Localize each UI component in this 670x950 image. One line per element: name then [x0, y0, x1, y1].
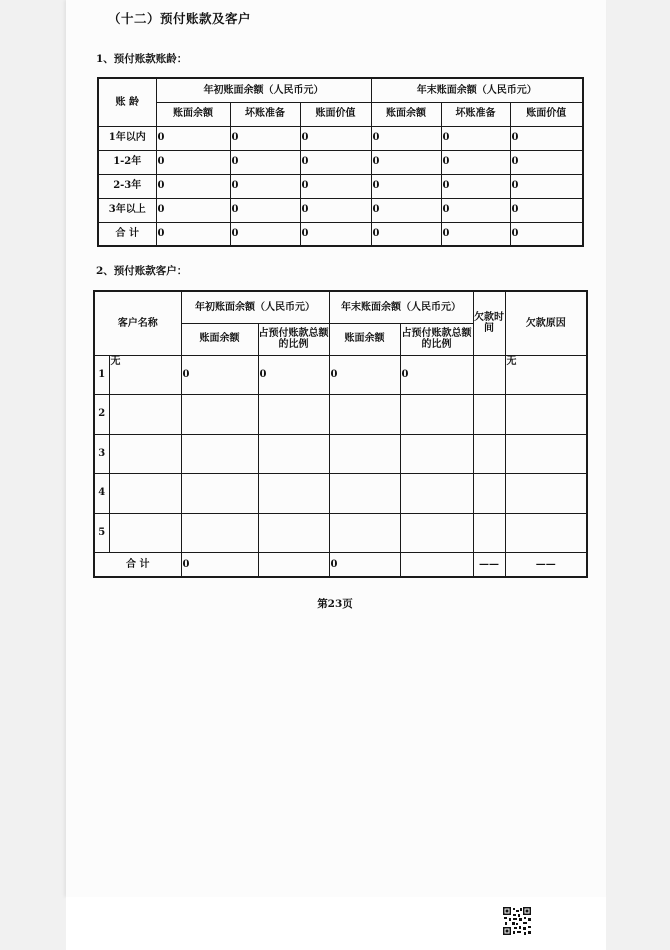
cell-value: 0: [230, 198, 300, 222]
cell-value: 0: [510, 126, 583, 150]
cell-value: 0: [441, 126, 510, 150]
cell-value: 0: [181, 355, 258, 394]
cell-value: 0: [300, 174, 371, 198]
table-row: [94, 434, 587, 473]
table-row: [94, 394, 587, 434]
customer-name: [109, 473, 181, 513]
cell-value: [400, 434, 473, 473]
table-row: [94, 355, 587, 394]
cell-value: 0: [230, 150, 300, 174]
cell-value: 0: [371, 126, 441, 150]
cell-value: [329, 473, 400, 513]
cell-value: 0: [300, 222, 371, 246]
cell-value: 0: [510, 222, 583, 246]
cell-value: [258, 394, 329, 434]
cell-value: [181, 394, 258, 434]
cell-value: [473, 394, 505, 434]
cell-value: 0: [300, 150, 371, 174]
cell-value: 0: [510, 150, 583, 174]
cell-value: [258, 513, 329, 552]
row-index: 3: [94, 434, 109, 473]
cell-value: 0: [156, 198, 230, 222]
customer-name: [109, 394, 181, 434]
cell-value: 0: [156, 174, 230, 198]
cell-value: [505, 473, 587, 513]
col-header: 账面余额: [329, 323, 400, 355]
col-header: 账面价值: [300, 102, 371, 126]
table-row: [98, 174, 583, 198]
row-label: 1-2年: [98, 150, 156, 174]
cell-value: 0: [156, 150, 230, 174]
customer-name: [109, 513, 181, 552]
end-balance-group-header: 年末账面余额（人民币元）: [329, 291, 473, 323]
cell-value: [181, 513, 258, 552]
cell-value: [473, 513, 505, 552]
overdue-reason-header: 欠款原因: [505, 291, 587, 355]
cell-value: 0: [300, 198, 371, 222]
overdue-time-header: 欠款时间: [473, 291, 505, 355]
cell-value: 0: [230, 222, 300, 246]
cell-value: [505, 394, 587, 434]
section-heading: （十二）预付账款及客户: [108, 11, 252, 26]
cell-value: 0: [510, 174, 583, 198]
col-header: 占预付账款总额的比例: [400, 323, 473, 355]
cell-value: [473, 434, 505, 473]
col-header: 坏账准备: [230, 102, 300, 126]
cell-value: 无: [505, 355, 587, 394]
aging-table-title: 1、预付账款账龄：: [96, 53, 188, 65]
cell-value: 0: [441, 150, 510, 174]
cell-value: 0: [371, 198, 441, 222]
cell-value: 0: [371, 174, 441, 198]
page-number: 第23页: [317, 598, 353, 610]
row-label: 2-3年: [98, 174, 156, 198]
table-row: [94, 513, 587, 552]
customer-table-title: 2、预付账款客户：: [96, 265, 188, 277]
cell-value: [400, 552, 473, 577]
row-index: 1: [94, 355, 109, 394]
cell-value: 0: [230, 126, 300, 150]
cell-value: [258, 434, 329, 473]
cell-value: [505, 434, 587, 473]
cell-value: [258, 473, 329, 513]
col-header: 账面余额: [156, 102, 230, 126]
row-label: 3年以上: [98, 198, 156, 222]
table-row: [94, 473, 587, 513]
row-index: 5: [94, 513, 109, 552]
customer-name: 无: [109, 355, 181, 394]
table-row: [98, 150, 583, 174]
cell-value: 0: [329, 552, 400, 577]
cell-value: 0: [156, 126, 230, 150]
row-index: 4: [94, 473, 109, 513]
cell-value: [473, 473, 505, 513]
row-index: 2: [94, 394, 109, 434]
age-header: 账 龄: [98, 78, 156, 126]
cell-value: 0: [510, 198, 583, 222]
table-row: [98, 198, 583, 222]
col-header: 坏账准备: [441, 102, 510, 126]
cell-value: [400, 513, 473, 552]
cell-value: 0: [258, 355, 329, 394]
cell-value: [181, 434, 258, 473]
cell-value: 0: [230, 174, 300, 198]
aging-table: [97, 77, 584, 247]
cell-value: [329, 513, 400, 552]
col-header: 账面余额: [181, 323, 258, 355]
qr-code-icon: [502, 906, 532, 936]
customer-name: [109, 434, 181, 473]
customer-table: [93, 290, 588, 578]
col-header: 账面余额: [371, 102, 441, 126]
cell-value: 0: [300, 126, 371, 150]
cell-value: [329, 394, 400, 434]
cell-value: [400, 394, 473, 434]
begin-balance-group-header: 年初账面余额（人民币元）: [156, 78, 371, 102]
cell-value: 0: [156, 222, 230, 246]
table-row: [98, 126, 583, 150]
row-label: 合 计: [98, 222, 156, 246]
cell-value: [329, 434, 400, 473]
cell-value: [258, 552, 329, 577]
cell-value: 0: [441, 174, 510, 198]
begin-balance-group-header: 年初账面余额（人民币元）: [181, 291, 329, 323]
cell-value: 0: [400, 355, 473, 394]
cell-value: 0: [371, 150, 441, 174]
col-header: 账面价值: [510, 102, 583, 126]
total-row: [94, 552, 587, 577]
cell-value: [181, 473, 258, 513]
cell-value: [505, 513, 587, 552]
cell-value: ——: [473, 552, 505, 577]
cell-value: ——: [505, 552, 587, 577]
cell-value: 0: [371, 222, 441, 246]
customer-name-header: 客户名称: [94, 291, 181, 355]
cell-value: [400, 473, 473, 513]
cell-value: 0: [441, 198, 510, 222]
cell-value: 0: [329, 355, 400, 394]
col-header: 占预付账款总额的比例: [258, 323, 329, 355]
total-label: 合 计: [94, 552, 181, 577]
end-balance-group-header: 年末账面余额（人民币元）: [371, 78, 583, 102]
cell-value: 0: [181, 552, 258, 577]
row-label: 1年以内: [98, 126, 156, 150]
cell-value: [473, 355, 505, 394]
total-row: [98, 222, 583, 246]
cell-value: 0: [441, 222, 510, 246]
